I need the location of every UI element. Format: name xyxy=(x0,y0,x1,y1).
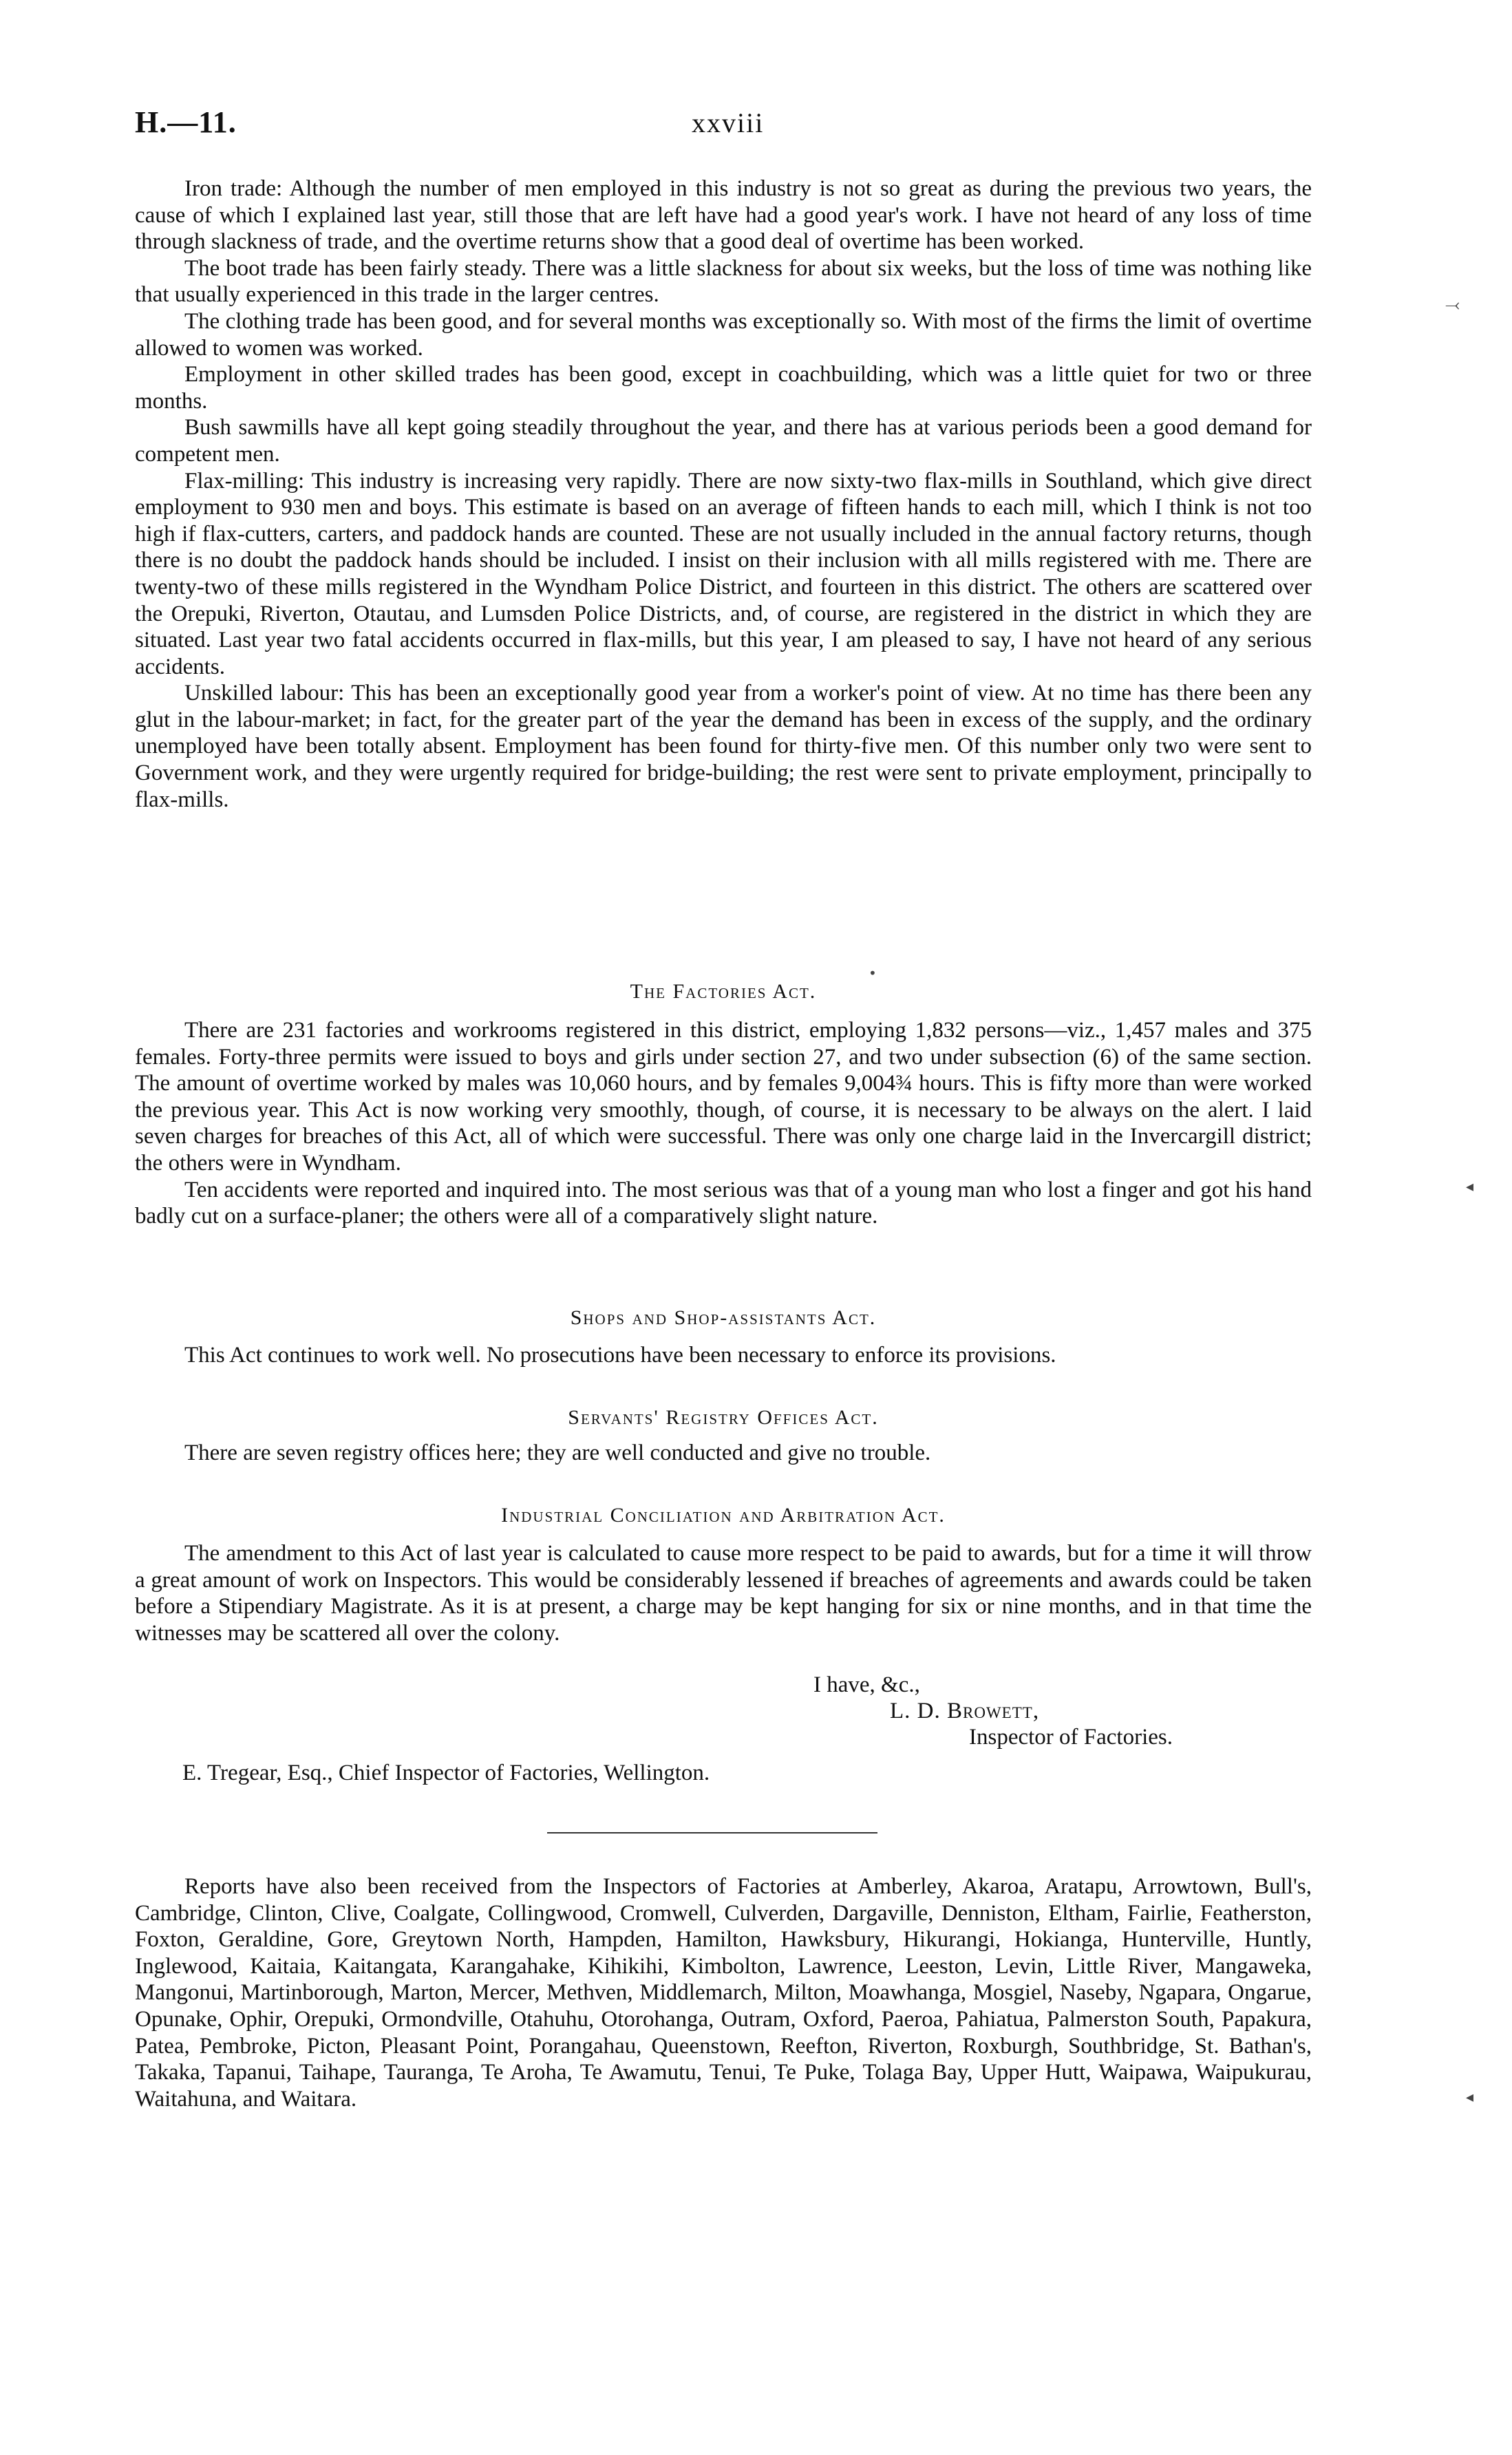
section-divider xyxy=(547,1832,877,1834)
other-reports-section xyxy=(135,1873,1312,2112)
paragraph-servants-act: There are seven registry offices here; they are well conducted and give no trouble. xyxy=(184,1441,931,1465)
factories-act-section xyxy=(135,1017,1312,1230)
paragraph-other-reports: Reports have also been received from the Inspectors of Factories at Amberley, Akaroa, Aratapu, Arrowtown, Bull's, Cambridge, Clinton, Clive, Coalgate, Collingwood, Cromwell, Culverden, Dargaville, Denniston, Eltham, Fairlie, Featherston, Foxton, Geraldine, Gore, Greytown North, Hampden, Hamilton, Hawksbury, Hikurangi, Hokianga, Hunterville, Huntly, Inglewood, Kaitaia, Kaitangata, Karangahake, Kihikihi, Kimbolton, Lawrence, Leeston, Levin, Little River, Mangaweka, Mangonui, Martinborough, Marton, Mercer, Methven, Middlemarch, Milton, Moawhanga, Mosgiel, Naseby, Ngapara, Ongarue, Opunake, Ophir, Orepuki, Ormondville, Otahuhu, Otorohanga, Outram, Oxford, Paeroa, Pahiatua, Palmerston South, Papakura, Patea, Pembroke, Picton, Pleasant Point, Porangahau, Queenstown, Reefton, Riverton, Roxburgh, Southbridge, St. Bathan's, Takaka, Tapanui, Taihape, Tauranga, Te Aroha, Te Awamutu, Tenui, Te Puke, Tolaga Bay, Upper Hutt, Waipawa, Waipukurau, Waitahuna, and Waitara. xyxy=(135,1874,1312,2112)
trade-report-section xyxy=(135,176,1312,813)
paragraph-shops-act: This Act continues to work well. No prosecutions have been necessary to enforce its provisions. xyxy=(184,1343,1056,1368)
signature-name xyxy=(890,1699,1039,1724)
paragraph-boot-trade: The boot trade has been fairly steady. There was a little slackness for about six weeks, but the loss of time was nothing like that usually experienced in this trade in the larger centres. xyxy=(135,255,1312,308)
signature-title: Inspector of Factories. xyxy=(969,1725,1173,1750)
paragraph-bush-sawmills: Bush sawmills have all kept going steadily throughout the year, and there has at various periods been a good demand for competent men. xyxy=(135,415,1312,467)
section-heading-servants-act: Servants' Registry Offices Act. xyxy=(568,1406,879,1429)
shops-act-section xyxy=(135,1342,1312,1369)
section-heading-arbitration-act: Industrial Conciliation and Arbitration Act. xyxy=(501,1504,946,1527)
section-heading-factories-act: The Factories Act. xyxy=(630,980,817,1003)
paragraph-iron-trade: Iron trade: Although the number of men employed in this industry is not so great as during the previous two years, the cause of which I explained last year, still those that are left have had a good year's work. I have not heard of any loss of time through slackness of trade, and the overtime returns show that a good deal of overtime has been worked. xyxy=(135,176,1312,255)
addressee-line: E. Tregear, Esq., Chief Inspector of Factories, Wellington. xyxy=(182,1761,710,1785)
document-reference: H.—11. xyxy=(135,105,237,139)
signature-initials: L. D. xyxy=(890,1699,941,1723)
signature-closing: I have, &c., xyxy=(813,1672,920,1697)
margin-arrow-mark: ⤙ xyxy=(1445,295,1460,315)
paragraph-unskilled-labour: Unskilled labour: This has been an exceptionally good year from a worker's point of view. At no time has there been any glut in the labour-market; in fact, for the greater part of the year the demand has been in excess of the supply, and the ordinary unemployed have been totally absent. Employment has been found for thirty-five men. Of this number only two were sent to Government work, and they were urgently required for bridge-building; the rest were sent to private employment, principally to flax-mills. xyxy=(135,681,1312,812)
paragraph-flax-milling: Flax-milling: This industry is increasing very rapidly. There are now sixty-two flax-mills in Southland, which give direct employment to 930 men and boys. This estimate is based on an average of fifteen hands to each mill, which I think is not too high if flax-cutters, carters, and paddock hands are counted. These are not usually included in the annual factory returns, though there is no doubt the paddock hands should be included. I insist on their inclusion with all mills registered with me. There are twenty-two of these mills registered in the Wyndham Police District, and fourteen in this district. The others are scattered over the Orepuki, Riverton, Otautau, and Lumsden Police Districts, and, of course, are registered in the district in which they are situated. Last year two fatal accidents occurred in flax-mills, but this year, I am pleased to say, I have not heard of any serious accidents. xyxy=(135,468,1312,679)
servants-act-section xyxy=(135,1440,1312,1467)
section-heading-shops-act: Shops and Shop-assistants Act. xyxy=(570,1306,877,1329)
paragraph-factories-accidents: Ten accidents were reported and inquired into. The most serious was that of a young man who lost a finger and got his hand badly cut on a surface-planer; the others were all of a comparatively slight nature. xyxy=(135,1177,1312,1229)
arbitration-act-section xyxy=(135,1540,1312,1646)
stray-dot-mark: • xyxy=(869,965,877,981)
paragraph-arbitration-act: The amendment to this Act of last year is calculated to cause more respect to be paid to awards, but for a time it will throw a great amount of work on Inspectors. This would be considerably lessened if breaches of agreements and awards could be taken before a Stipendiary Magistrate. As it is at present, a charge may be kept hanging for six or nine months, and in that time the witnesses may be scattered all over the colony. xyxy=(135,1541,1312,1646)
paragraph-factories-statistics: There are 231 factories and workrooms registered in this district, employing 1,832 persons—viz., 1,457 males and 375 females. Forty-three permits were issued to boys and girls under section 27, and two under subsection (6) of the same section. The amount of overtime worked by males was 10,060 hours, and by females 9,004¾ hours. This is fifty more than were worked the previous year. This Act is now working very smoothly, though, of course, it is necessary to be always on the alert. I laid seven charges for breaches of this Act, all of which were successful. There was only one charge laid in the Invercargill district; the others were in Wyndham. xyxy=(135,1018,1312,1176)
paragraph-clothing-trade: The clothing trade has been good, and for several months was exceptionally so. With most of the firms the limit of overtime allowed to women was worked. xyxy=(135,308,1312,361)
margin-arrow-mark: ◂ xyxy=(1466,2089,1474,2106)
signature-surname: Browett, xyxy=(947,1699,1040,1723)
page-number: xxviii xyxy=(692,107,765,138)
margin-arrow-mark: ◂ xyxy=(1466,1178,1474,1195)
paragraph-skilled-trades: Employment in other skilled trades has been good, except in coachbuilding, which was a little quiet for two or three months. xyxy=(135,362,1312,414)
